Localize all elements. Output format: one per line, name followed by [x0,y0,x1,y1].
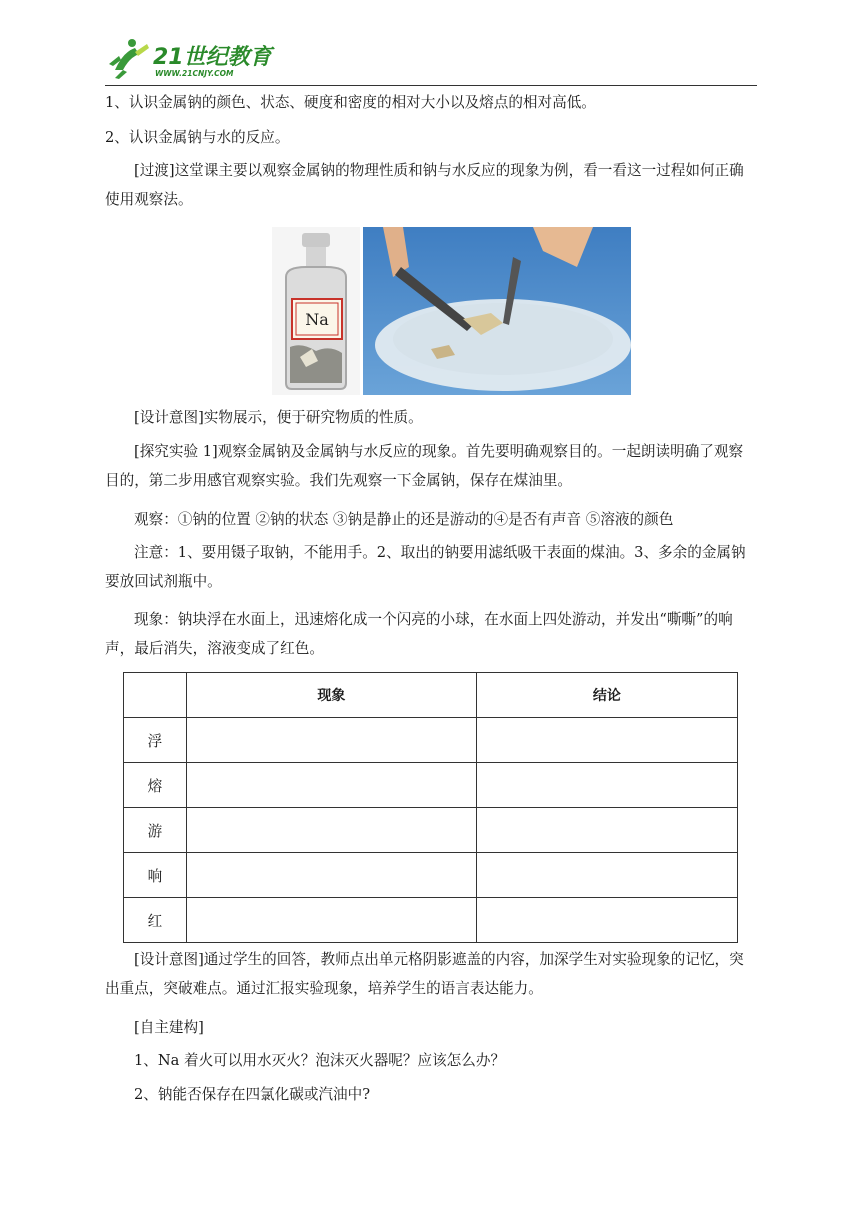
paragraph-caution: 注意：1、要用镊子取钠，不能用手。2、取出的钠要用滤纸吸干表面的煤油。3、多余的金属钠要放回试剂瓶中。 [105,544,746,590]
reagent-bottle-photo [272,227,360,395]
logo-url: WWW.21CNJY.COM [155,69,234,78]
paragraph-question-2: 2、钠能否保存在四氯化碳或汽油中? [134,1086,371,1103]
paragraph-design-intent-2: [设计意图]通过学生的回答，教师点出单元格阴影遮盖的内容，加深学生对实验现象的记忆，突出重点，突破难点。通过汇报实验现象，培养学生的语言表达能力。 [105,951,744,997]
row-label: 游 [124,808,187,853]
row-label: 熔 [124,763,187,808]
paragraph-observation: 观察：①钠的位置 ②钠的状态 ③钠是静止的还是游动的④是否有声音 ⑤溶液的颜色 [134,511,674,528]
sodium-photos [272,227,632,395]
page-header [105,34,757,86]
row-label: 浮 [124,718,187,763]
logo-title: 21世纪教育 [153,45,272,70]
paragraph-transition: [过渡]这堂课主要以观察金属钠的物理性质和钠与水反应的现象为例，看一看这一过程如何正确使用观察法。 [105,162,744,208]
conclusion-cell [476,898,737,943]
phenomenon-cell [186,853,476,898]
phenomenon-cell [186,718,476,763]
table-row [124,763,738,808]
row-label: 红 [124,898,187,943]
conclusion-cell [476,808,737,853]
paragraph-goal-2: 2、认识金属钠与水的反应。 [105,129,290,146]
conclusion-cell [476,853,737,898]
header-rule [105,85,757,86]
paragraph-design-intent-1: [设计意图]实物展示，便于研究物质的性质。 [134,409,423,426]
table-row [124,898,738,943]
observation-table [123,672,738,943]
table-row [124,718,738,763]
paragraph-question-1: 1、Na 着火可以用水灭火？泡沫灭火器呢？应该怎么办？ [134,1052,506,1069]
paragraph-phenomenon: 现象：钠块浮在水面上，迅速熔化成一个闪亮的小球，在水面上四处游动，并发出“嘶嘶”的响声，最后消失，溶液变成了红色。 [105,611,733,657]
conclusion-cell [476,763,737,808]
phenomenon-cell [186,808,476,853]
conclusion-cell [476,718,737,763]
table-row [124,808,738,853]
sodium-water-reaction-photo [363,227,631,395]
bottle-label: Na [305,310,329,329]
21cnjy-logo [105,34,280,82]
row-label: 响 [124,853,187,898]
table-header-phenomenon: 现象 [186,673,476,718]
table-row [124,853,738,898]
paragraph-goal-1: 1、认识金属钠的颜色、状态、硬度和密度的相对大小以及熔点的相对高低。 [105,94,596,111]
phenomenon-cell [186,763,476,808]
paragraph-self-construct: [自主建构] [134,1019,204,1036]
table-header-conclusion: 结论 [476,673,737,718]
table-header-row [124,673,738,718]
table-header-blank [124,673,187,718]
phenomenon-cell [186,898,476,943]
paragraph-experiment-1: [探究实验 1]观察金属钠及金属钠与水反应的现象。首先要明确观察目的。一起朗读明确了观察目的，第二步用感官观察实验。我们先观察一下金属钠，保存在煤油里。 [105,443,744,489]
